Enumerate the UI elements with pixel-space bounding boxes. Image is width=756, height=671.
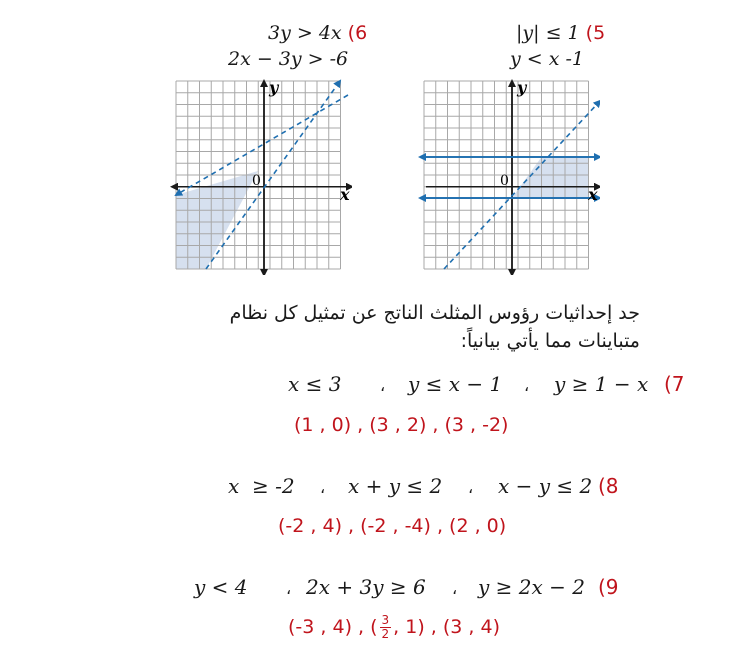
instruction-line-1: جد إحداثيات رؤوس المثلث الناتج عن تمثيل كل نظام [229,302,640,324]
problem-7-ineq-1: y ≥ 1 − x [554,372,649,396]
graph-6-boundary-line-2 [176,95,348,195]
problem-8-ineq-3: x ≥ -2 [228,474,295,498]
problem-6-header [268,22,367,44]
instruction-line-2: متباينات مما يأتي بيانياً: [460,330,640,352]
problem-9-frac-den: 2 [381,627,390,641]
problem-5-ineq-1: |y| ≤ 1 [516,22,580,44]
problem-6-number: (6 [347,22,368,44]
graph-5-origin-label: 0 [500,173,509,189]
problem-9-ineq-2: 2x + 3y ≥ 6 [306,575,426,599]
problem-7-number: (7 [664,372,685,396]
graph-problem-5 [418,75,600,275]
problem-9-answer [288,614,500,641]
problem-8-number: (8 [598,474,619,498]
problem-7-sep-1: ، [380,376,386,395]
graph-problem-6 [170,75,352,275]
problem-9-answer-part-1: (-3 , 4) , ( [288,616,378,638]
problem-6-ineq-2: 2x − 3y > -6 [228,48,349,70]
problem-7-sep-2: ، [524,376,530,395]
problem-8-sep-1: ، [320,478,326,497]
graph-6-x-label: x [340,185,350,204]
problem-7-ineq-3: x ≤ 3 [288,372,342,396]
graph-5-y-label: y [517,78,527,97]
problem-9-sep-2: ، [452,579,458,598]
problem-5-number: (5 [585,22,606,44]
graph-6-origin-label: 0 [252,173,261,189]
problem-7-answer: (1 , 0) , (3 , 2) , (3 , -2) [294,414,509,436]
problem-6-ineq-1: 3y > 4x [268,22,342,44]
problem-9-answer-part-2: , 1) , (3 , 4) [393,616,500,638]
problem-9-ineq-3: y < 4 [194,575,248,599]
problem-9-sep-1: ، [286,579,292,598]
problem-9-fraction [380,614,392,641]
graph-5-x-label: x [588,185,598,204]
problem-5-header [516,22,605,44]
problem-9-frac-num: 3 [381,613,390,627]
problem-8-sep-2: ، [468,478,474,497]
problem-8-ineq-1: x − y ≤ 2 [498,474,593,498]
problem-9-ineq-1: y ≥ 2x − 2 [478,575,585,599]
problem-7-ineq-2: y ≤ x − 1 [408,372,503,396]
graph-6-y-label: y [269,78,279,97]
problem-8-answer: (-2 , 4) , (-2 , -4) , (2 , 0) [278,515,507,537]
problem-9-number: (9 [598,575,619,599]
problem-8-ineq-2: x + y ≤ 2 [348,474,443,498]
problem-5-ineq-2: y < x -1 [510,48,584,70]
